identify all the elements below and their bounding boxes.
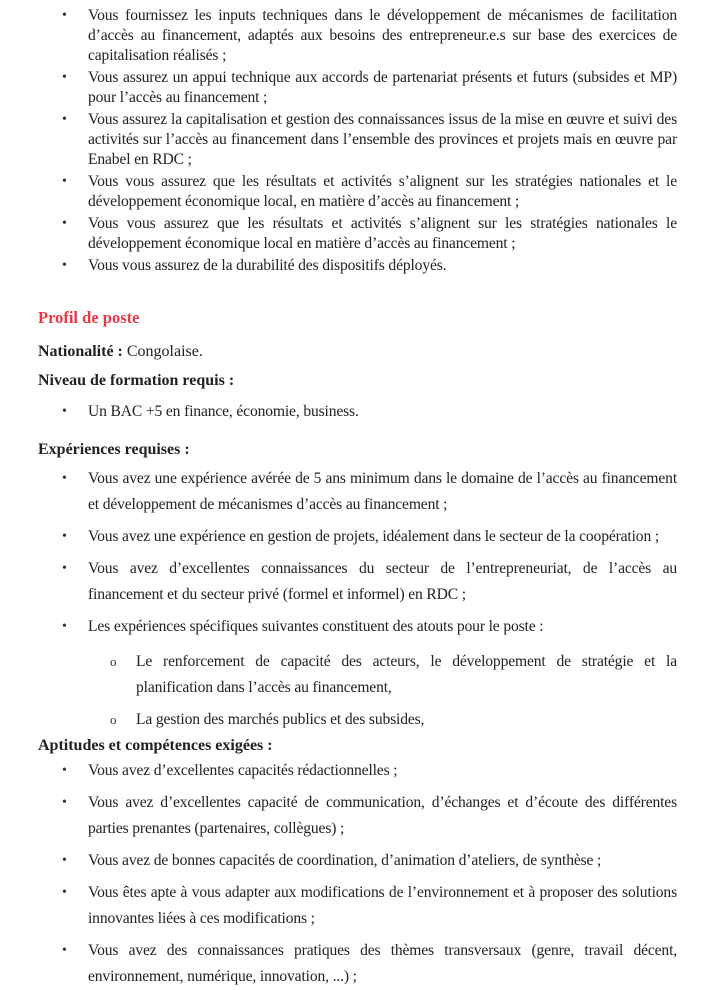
list-item: • Vous avez une expérience en gestion de projets, idéalement dans le secteur de la coopération ; <box>0 524 711 550</box>
bullet-icon: • <box>62 885 67 900</box>
list-item: • Vous avez d’excellentes capacité de communication, d’échanges et d’écoute des différentes parties prenantes (partenaires, collègues) ; <box>0 790 711 842</box>
list-item: • Vous avez d’excellentes connaissances du secteur de l’entrepreneuriat, de l’accès au financement et du secteur privé (formel et informel) en RDC ; <box>0 556 711 608</box>
bullet-icon: • <box>62 404 67 419</box>
bullet-icon: • <box>62 619 67 634</box>
nationality-value: Congolaise. <box>122 343 203 360</box>
list-item: • Vous avez d’excellentes capacités rédactionnelles ; <box>0 758 711 784</box>
experience-heading: Expériences requises : <box>38 441 190 458</box>
list-item: • Vous avez de bonnes capacités de coordination, d’animation d’ateliers, de synthèse ; <box>0 848 711 874</box>
education-heading: Niveau de formation requis : <box>38 372 235 389</box>
list-item: • Vous assurez la capitalisation et gestion des connaissances issus de la mise en œuvre et suivi des activités sur l’accès au financement dans l’ensemble des provinces et projets mais en œuvre par Enabel en RDC ; <box>62 111 677 168</box>
list-item: • Les expériences spécifiques suivantes constituent des atouts pour le poste : <box>0 614 711 640</box>
list-item: • Vous vous assurez de la durabilité des dispositifs déployés. <box>62 257 447 274</box>
circle-bullet-icon: o <box>110 654 117 669</box>
list-item: • Vous assurez un appui technique aux accords de partenariat présents et futurs (subsides et MP) pour l’accès au financement ; <box>62 69 677 106</box>
skills-heading: Aptitudes et compétences exigées : <box>38 737 273 754</box>
responsibilities-list <box>0 6 711 276</box>
bullet-icon: • <box>62 561 67 576</box>
list-subitem: o La gestion des marchés publics et des subsides, <box>0 707 711 733</box>
bullet-icon: • <box>62 258 67 273</box>
education-list <box>0 402 711 422</box>
list-item: • Vous avez une expérience avérée de 5 ans minimum dans le domaine de l’accès au financement et développement de mécanismes d’accès au financement ; <box>0 466 711 518</box>
bullet-icon: • <box>62 795 67 810</box>
bullet-icon: • <box>62 174 67 189</box>
bullet-icon: • <box>62 529 67 544</box>
list-item: • Vous fournissez les inputs techniques dans le développement de mécanismes de facilitation d’accès au financement, adaptés aux besoins des entrepreneur.e.s sur base des exercices de capitalisation réalisés ; <box>62 7 677 64</box>
nationality-label: Nationalité : <box>38 343 123 360</box>
experience-sublist <box>0 649 711 733</box>
bullet-icon: • <box>62 216 67 231</box>
section-heading-profile: Profil de poste <box>38 308 140 327</box>
list-item: • Vous avez des connaissances pratiques des thèmes transversaux (genre, travail décent, environnement, numérique, innovation, ...) ; <box>0 938 711 990</box>
bullet-icon: • <box>62 763 67 778</box>
bullet-icon: • <box>62 70 67 85</box>
list-item: • Vous vous assurez que les résultats et activités s’alignent sur les stratégies nationales le développement économique local en matière d’accès au financement ; <box>62 215 677 252</box>
bullet-icon: • <box>62 112 67 127</box>
bullet-icon: • <box>62 8 67 23</box>
bullet-icon: • <box>62 943 67 958</box>
list-item: • Vous êtes apte à vous adapter aux modifications de l’environnement et à proposer des solutions innovantes liées à ces modifications ; <box>0 880 711 932</box>
bullet-icon: • <box>62 853 67 868</box>
bullet-icon: • <box>62 471 67 486</box>
nationality-line <box>38 343 203 361</box>
list-item: • Un BAC +5 en finance, économie, business. <box>62 403 359 420</box>
skills-list <box>0 758 711 990</box>
circle-bullet-icon: o <box>110 712 117 727</box>
list-subitem: o Le renforcement de capacité des acteurs, le développement de stratégie et la planification dans l’accès au financement, <box>0 649 711 701</box>
experience-list <box>0 466 711 640</box>
list-item: • Vous vous assurez que les résultats et activités s’alignent sur les stratégies nationales et le développement économique local, en matière d’accès au financement ; <box>62 173 677 210</box>
